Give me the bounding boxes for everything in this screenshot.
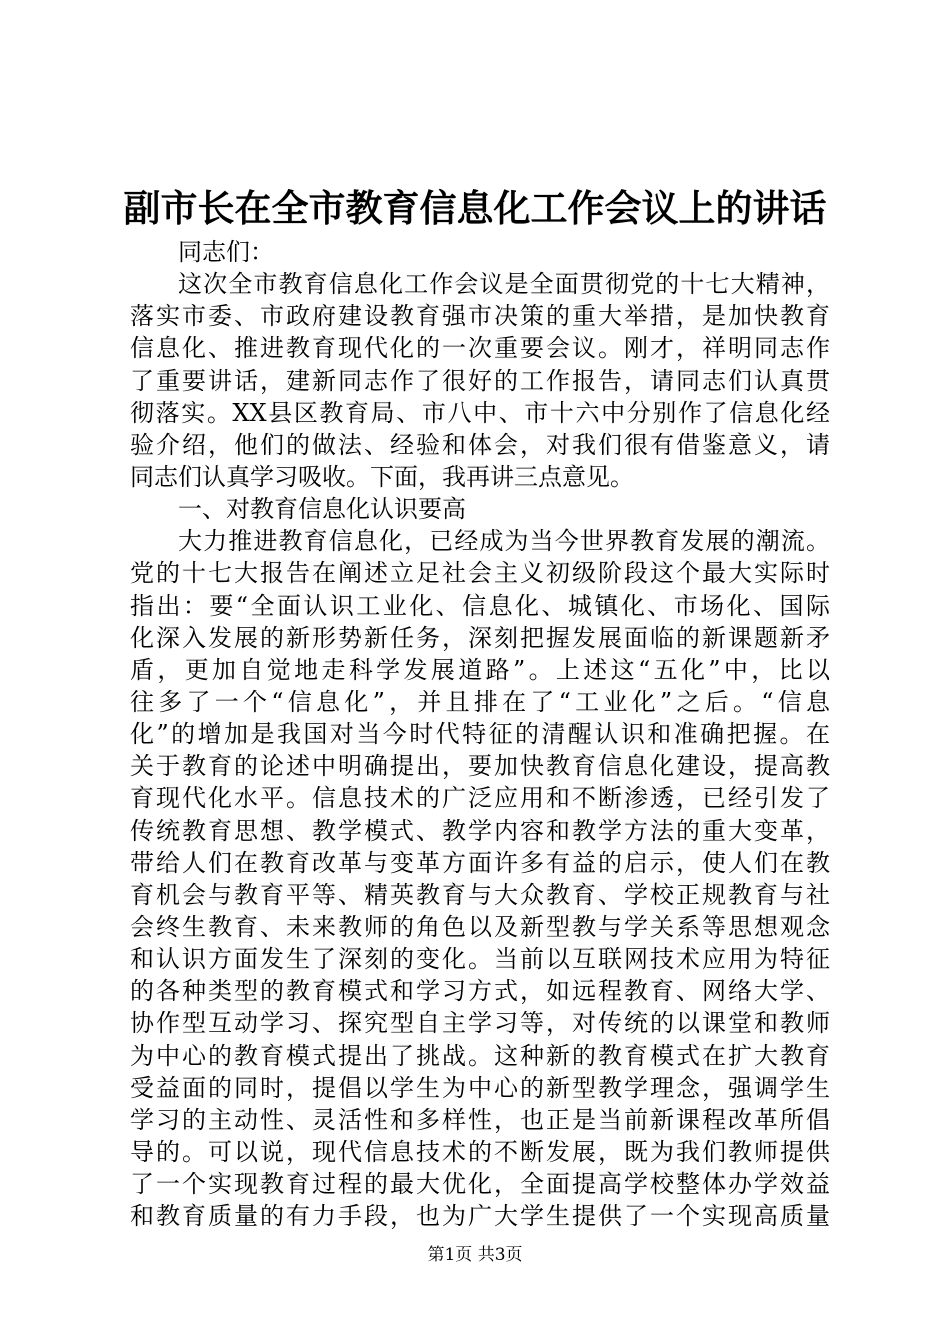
paragraph-line: 盾，更加自觉地走科学发展道路”。上述这“五化”中，比以 [130,655,830,684]
page-footer: 第1页 共3页 [427,1245,523,1265]
paragraph-line: 彻落实。XX县区教育局、市八中、市十六中分别作了信息化经 [130,398,830,427]
paragraph-line: 了一个实现教育过程的最大优化，全面提高学校整体办学效益 [130,1170,830,1199]
paragraph-line: 传统教育思想、教学模式、教学内容和教学方法的重大变革， [130,816,830,845]
paragraph-line: 落实市委、市政府建设教育强市决策的重大举措，是加快教育 [130,302,830,331]
salutation-line: 同志们： [178,238,274,266]
paragraph-line: 大力推进教育信息化，已经成为当今世界教育发展的潮流。 [178,527,830,556]
paragraph-line: 了重要讲话，建新同志作了很好的工作报告，请同志们认真贯 [130,366,830,395]
paragraph-line: 受益面的同时，提倡以学生为中心的新型教学理念，强调学生 [130,1073,830,1102]
paragraph-line: 同志们认真学习吸收。下面，我再讲三点意见。 [130,462,634,491]
paragraph-line: 指出：要“全面认识工业化、信息化、城镇化、市场化、国际 [130,591,830,620]
paragraph-line: 育现代化水平。信息技术的广泛应用和不断渗透，已经引发了 [130,784,830,813]
paragraph-line: 这次全市教育信息化工作会议是全面贯彻党的十七大精神， [178,270,830,299]
paragraph-line: 化深入发展的新形势新任务，深刻把握发展面临的新课题新矛 [130,623,830,652]
paragraph-line: 和认识方面发生了深刻的变化。当前以互联网技术应用为特征 [130,945,830,974]
paragraph-line: 学习的主动性、灵活性和多样性，也正是当前新课程改革所倡 [130,1105,830,1134]
paragraph-line: 协作型互动学习、探究型自主学习等，对传统的以课堂和教师 [130,1009,830,1038]
paragraph-line: 往多了一个“信息化”，并且排在了“工业化”之后。“信息 [130,687,830,716]
paragraph-line: 信息化、推进教育现代化的一次重要会议。刚才，祥明同志作 [130,334,830,363]
paragraph-line: 育机会与教育平等、精英教育与大众教育、学校正规教育与社 [130,880,830,909]
section-heading: 一、对教育信息化认识要高 [178,495,466,524]
paragraph-line: 会终生教育、未来教师的角色以及新型教与学关系等思想观念 [130,912,830,941]
document-title: 副市长在全市教育信息化工作会议上的讲话 [123,186,827,230]
paragraph-line: 验介绍，他们的做法、经验和体会，对我们很有借鉴意义，请 [130,430,830,459]
paragraph-line: 化”的增加是我国对当今时代特征的清醒认识和准确把握。在 [130,720,830,749]
paragraph-line: 和教育质量的有力手段，也为广大学生提供了一个实现高质量 [130,1202,830,1231]
paragraph-line: 导的。可以说，现代信息技术的不断发展，既为我们教师提供 [130,1137,830,1166]
paragraph-line: 关于教育的论述中明确提出，要加快教育信息化建设，提高教 [130,752,830,781]
paragraph-line: 为中心的教育模式提出了挑战。这种新的教育模式在扩大教育 [130,1041,830,1070]
document-body [130,236,830,1232]
paragraph-line: 党的十七大报告在阐述立足社会主义初级阶段这个最大实际时 [130,559,830,588]
paragraph-line: 的各种类型的教育模式和学习方式，如远程教育、网络大学、 [130,977,830,1006]
paragraph-line: 带给人们在教育改革与变革方面许多有益的启示，使人们在教 [130,848,830,877]
